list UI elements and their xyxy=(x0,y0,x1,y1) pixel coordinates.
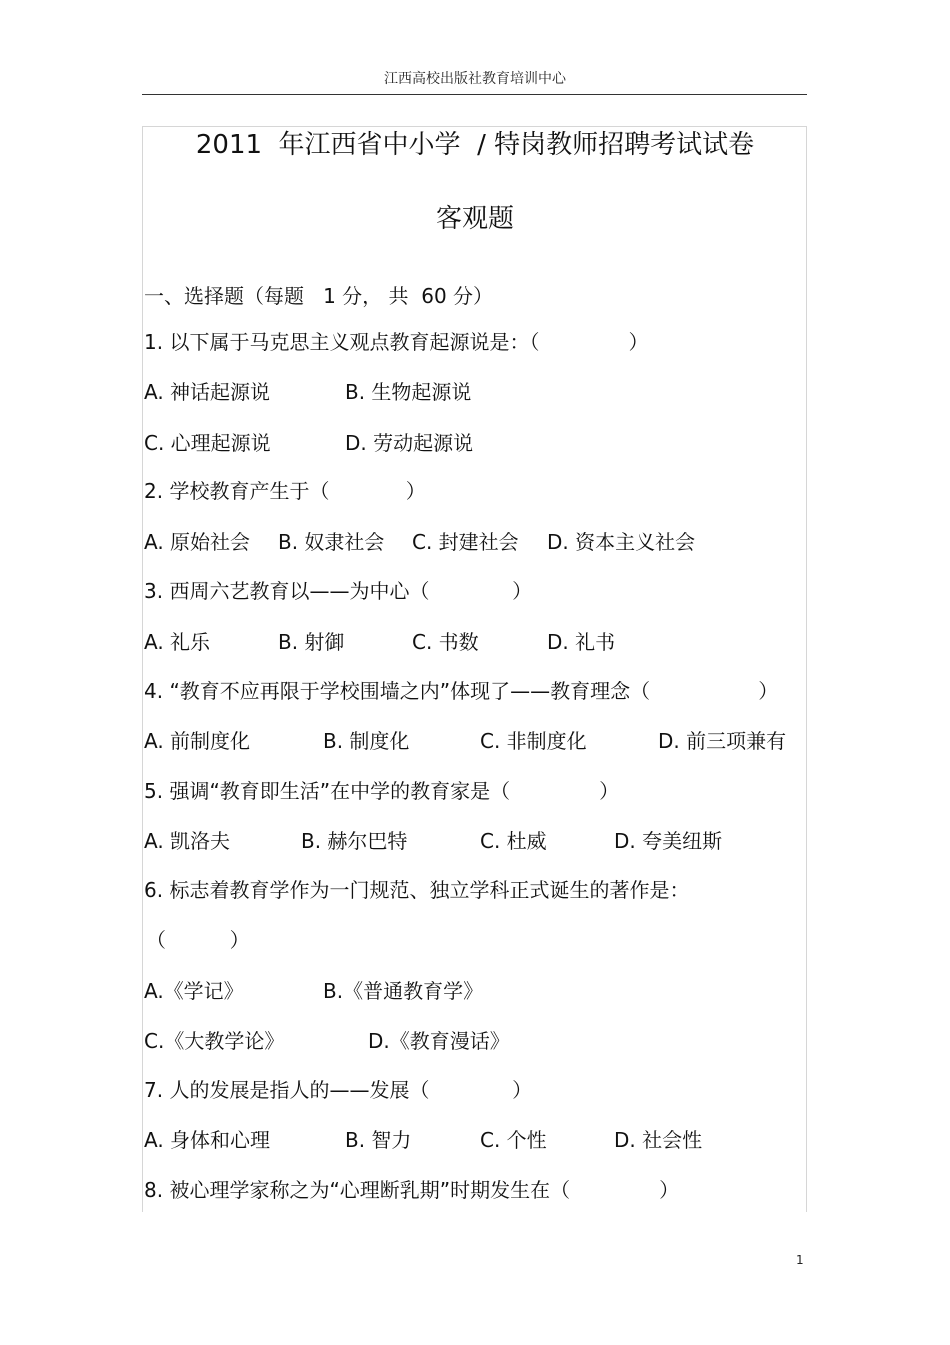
option: D. 夸美纽斯 xyxy=(614,829,723,853)
question-stem: 7. 人的发展是指人的——发展（ ） xyxy=(144,1078,533,1102)
exam-subtitle: 客观题 xyxy=(435,204,514,234)
option: D. 前三项兼有 xyxy=(658,729,787,753)
option: C. 个性 xyxy=(480,1128,547,1152)
option: B. 智力 xyxy=(345,1128,412,1152)
option: A. 礼乐 xyxy=(144,630,211,654)
option: A. 神话起源说 xyxy=(144,380,271,404)
running-header: 江西高校出版社教育培训中心 xyxy=(384,71,566,87)
option: D. 社会性 xyxy=(614,1128,703,1152)
option: B.《普通教育学》 xyxy=(323,979,484,1003)
option: D. 劳动起源说 xyxy=(345,431,474,455)
option: B. 赫尔巴特 xyxy=(301,829,408,853)
option: C.《大教学论》 xyxy=(144,1029,285,1053)
option: A. 原始社会 xyxy=(144,530,251,554)
page-number: 1 xyxy=(796,1253,804,1267)
option: C. 书数 xyxy=(412,630,479,654)
option: C. 心理起源说 xyxy=(144,431,271,455)
question-stem: 3. 西周六艺教育以——为中心（ ） xyxy=(144,579,533,603)
option: D. 礼书 xyxy=(547,630,616,654)
option: A. 凯洛夫 xyxy=(144,829,231,853)
question-stem-continuation: （ ） xyxy=(146,928,250,952)
question-stem: 4. “教育不应再限于学校围墙之内”体现了——教育理念（ ） xyxy=(144,679,779,703)
option: D. 资本主义社会 xyxy=(547,530,696,554)
option: C. 杜威 xyxy=(480,829,547,853)
header-rule xyxy=(142,94,807,95)
question-stem: 6. 标志着教育学作为一门规范、独立学科正式诞生的著作是： xyxy=(144,878,690,902)
question-stem: 5. 强调“教育即生活”在中学的教育家是（ ） xyxy=(144,779,620,803)
exam-title: 2011 年江西省中小学 / 特岗教师招聘考试试卷 xyxy=(195,130,755,160)
option: B. 制度化 xyxy=(323,729,410,753)
option: D.《教育漫话》 xyxy=(368,1029,510,1053)
option: A. 前制度化 xyxy=(144,729,251,753)
option: A.《学记》 xyxy=(144,979,244,1003)
frame-left-border xyxy=(142,126,143,1212)
frame-right-border xyxy=(806,126,807,1212)
option: A. 身体和心理 xyxy=(144,1128,271,1152)
section-heading: 一、选择题（每题 1 分， 共 60 分） xyxy=(144,284,494,308)
option: B. 射御 xyxy=(278,630,345,654)
question-stem: 2. 学校教育产生于（ ） xyxy=(144,479,426,503)
option: C. 封建社会 xyxy=(412,530,519,554)
option: B. 奴隶社会 xyxy=(278,530,385,554)
question-stem: 1. 以下属于马克思主义观点教育起源说是：（ ） xyxy=(144,330,649,354)
option: C. 非制度化 xyxy=(480,729,587,753)
option: B. 生物起源说 xyxy=(345,380,472,404)
question-stem: 8. 被心理学家称之为“心理断乳期”时期发生在（ ） xyxy=(144,1178,680,1202)
